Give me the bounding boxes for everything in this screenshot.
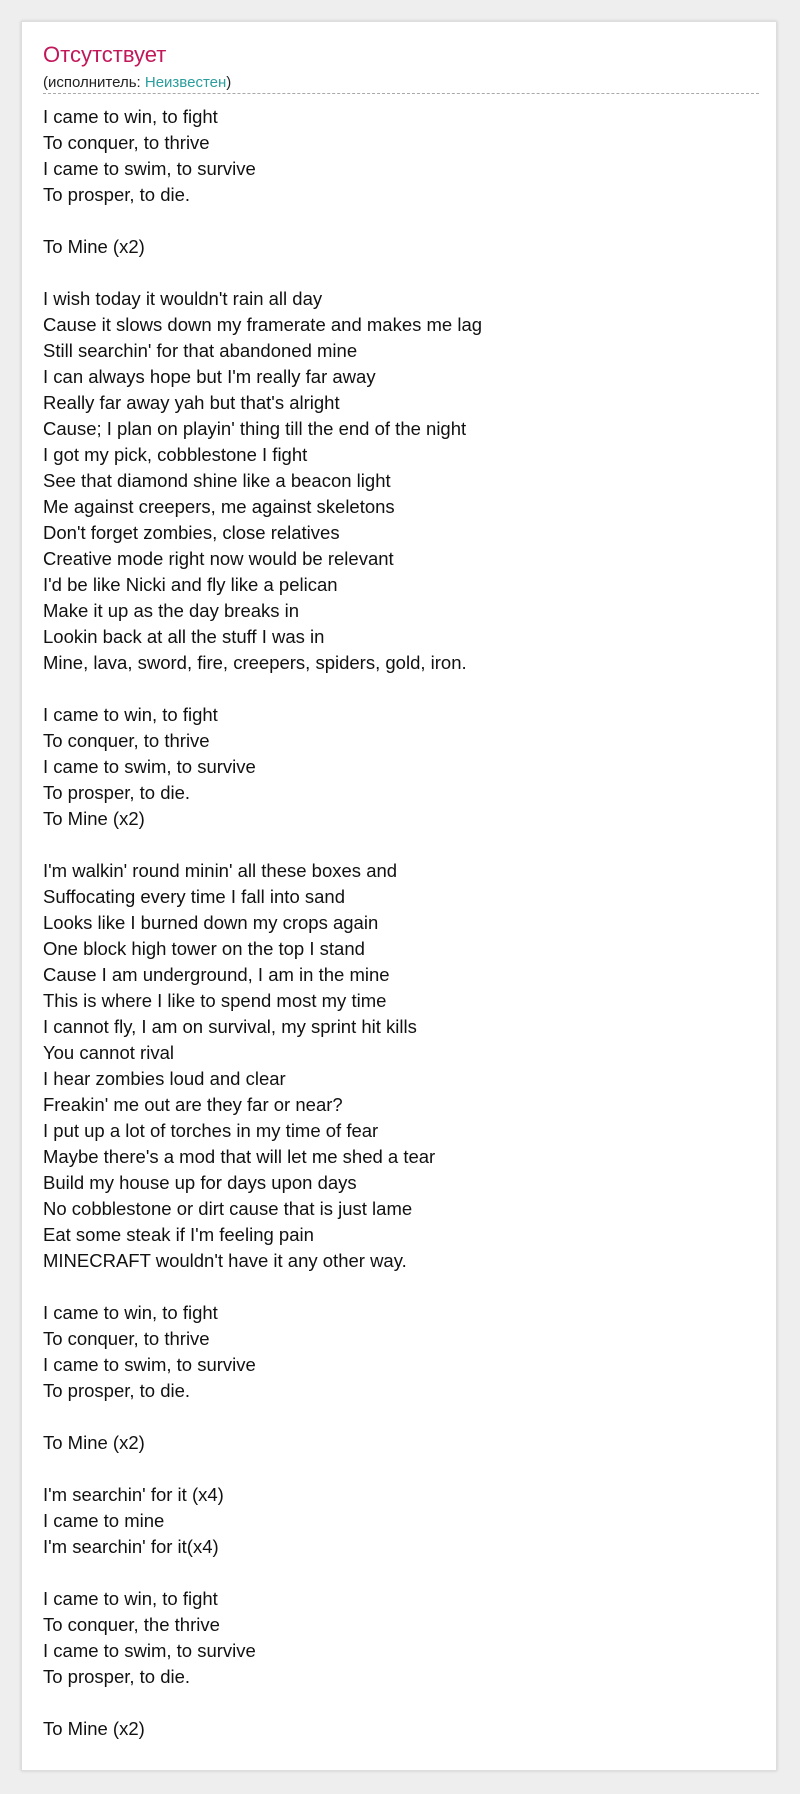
lyric-line: One block high tower on the top I stand — [43, 938, 365, 959]
lyric-line: To conquer, to thrive — [43, 1328, 210, 1349]
lyric-line: To Mine (x2) — [43, 808, 145, 829]
lyric-line: To prosper, to die. — [43, 1380, 191, 1401]
lyric-line: Cause it slows down my framerate and makes me lag — [43, 314, 483, 335]
lyric-line: Me against creepers, me against skeletons — [43, 496, 395, 517]
lyric-line: Still searchin' for that abandoned mine — [43, 340, 358, 361]
lyric-line: Cause; I plan on playin' thing till the end of the night — [43, 418, 467, 439]
artist-line — [43, 74, 231, 92]
divider — [43, 93, 759, 94]
lyric-line: I'm searchin' for it (x4) — [43, 1484, 224, 1505]
lyric-line: To Mine (x2) — [43, 1718, 145, 1739]
lyric-blank-line — [43, 676, 759, 702]
song-title: Отсутствует — [43, 42, 167, 67]
lyric-line: See that diamond shine like a beacon light — [43, 470, 391, 491]
artist-prefix: (исполнитель: — [43, 74, 145, 91]
lyrics-text — [43, 104, 759, 1742]
lyric-line: To prosper, to die. — [43, 1666, 191, 1687]
lyric-line: Cause I am underground, I am in the mine — [43, 964, 390, 985]
lyric-blank-line — [43, 832, 759, 858]
lyric-line: I came to mine — [43, 1510, 165, 1531]
lyric-line: This is where I like to spend most my time — [43, 990, 387, 1011]
lyric-line: I'm walkin' round minin' all these boxes and — [43, 860, 398, 881]
lyric-line: Build my house up for days upon days — [43, 1172, 357, 1193]
lyric-line: I wish today it wouldn't rain all day — [43, 288, 323, 309]
lyric-blank-line — [43, 1690, 759, 1716]
lyric-line: I hear zombies loud and clear — [43, 1068, 286, 1089]
lyrics-card — [21, 21, 777, 1771]
lyric-line: Looks like I burned down my crops again — [43, 912, 379, 933]
lyric-line: No cobblestone or dirt cause that is just lame — [43, 1198, 413, 1219]
lyric-line: I came to swim, to survive — [43, 756, 256, 777]
lyric-line: I cannot fly, I am on survival, my sprint hit kills — [43, 1016, 417, 1037]
lyric-line: I can always hope but I'm really far away — [43, 366, 376, 387]
lyric-blank-line — [43, 260, 759, 286]
lyric-line: I came to swim, to survive — [43, 1354, 256, 1375]
lyric-line: I'm searchin' for it(x4) — [43, 1536, 219, 1557]
lyric-line: Maybe there's a mod that will let me shed a tear — [43, 1146, 436, 1167]
artist-link[interactable]: Неизвестен — [144, 74, 227, 91]
lyric-line: I put up a lot of torches in my time of fear — [43, 1120, 379, 1141]
lyric-line: To conquer, to thrive — [43, 730, 210, 751]
lyric-line: I came to win, to fight — [43, 704, 218, 725]
lyric-line: Lookin back at all the stuff I was in — [43, 626, 325, 647]
lyric-line: Suffocating every time I fall into sand — [43, 886, 345, 907]
lyric-line: To prosper, to die. — [43, 782, 191, 803]
lyric-line: Eat some steak if I'm feeling pain — [43, 1224, 314, 1245]
lyric-blank-line — [43, 1456, 759, 1482]
lyric-line: Don't forget zombies, close relatives — [43, 522, 340, 543]
lyric-line: I got my pick, cobblestone I fight — [43, 444, 308, 465]
lyric-line: To Mine (x2) — [43, 236, 145, 257]
lyric-line: I came to win, to fight — [43, 106, 218, 127]
lyric-line: Really far away yah but that's alright — [43, 392, 340, 413]
lyric-line: To prosper, to die. — [43, 184, 191, 205]
lyric-line: To conquer, the thrive — [43, 1614, 220, 1635]
lyric-line: Freakin' me out are they far or near? — [43, 1094, 343, 1115]
lyric-line: I came to swim, to survive — [43, 158, 256, 179]
lyric-line: Make it up as the day breaks in — [43, 600, 300, 621]
lyric-line: Mine, lava, sword, fire, creepers, spiders, gold, iron. — [43, 652, 467, 673]
lyric-line: I'd be like Nicki and fly like a pelican — [43, 574, 338, 595]
lyric-line: I came to swim, to survive — [43, 1640, 256, 1661]
lyric-line: To Mine (x2) — [43, 1432, 145, 1453]
lyric-line: I came to win, to fight — [43, 1302, 218, 1323]
lyric-line: You cannot rival — [43, 1042, 174, 1063]
lyric-line: MINECRAFT wouldn't have it any other way. — [43, 1250, 407, 1271]
lyric-blank-line — [43, 1274, 759, 1300]
lyric-line: Creative mode right now would be relevant — [43, 548, 394, 569]
lyric-blank-line — [43, 1404, 759, 1430]
lyric-line: I came to win, to fight — [43, 1588, 218, 1609]
artist-suffix: ) — [226, 74, 232, 91]
lyric-blank-line — [43, 208, 759, 234]
lyric-blank-line — [43, 1560, 759, 1586]
lyric-line: To conquer, to thrive — [43, 132, 210, 153]
